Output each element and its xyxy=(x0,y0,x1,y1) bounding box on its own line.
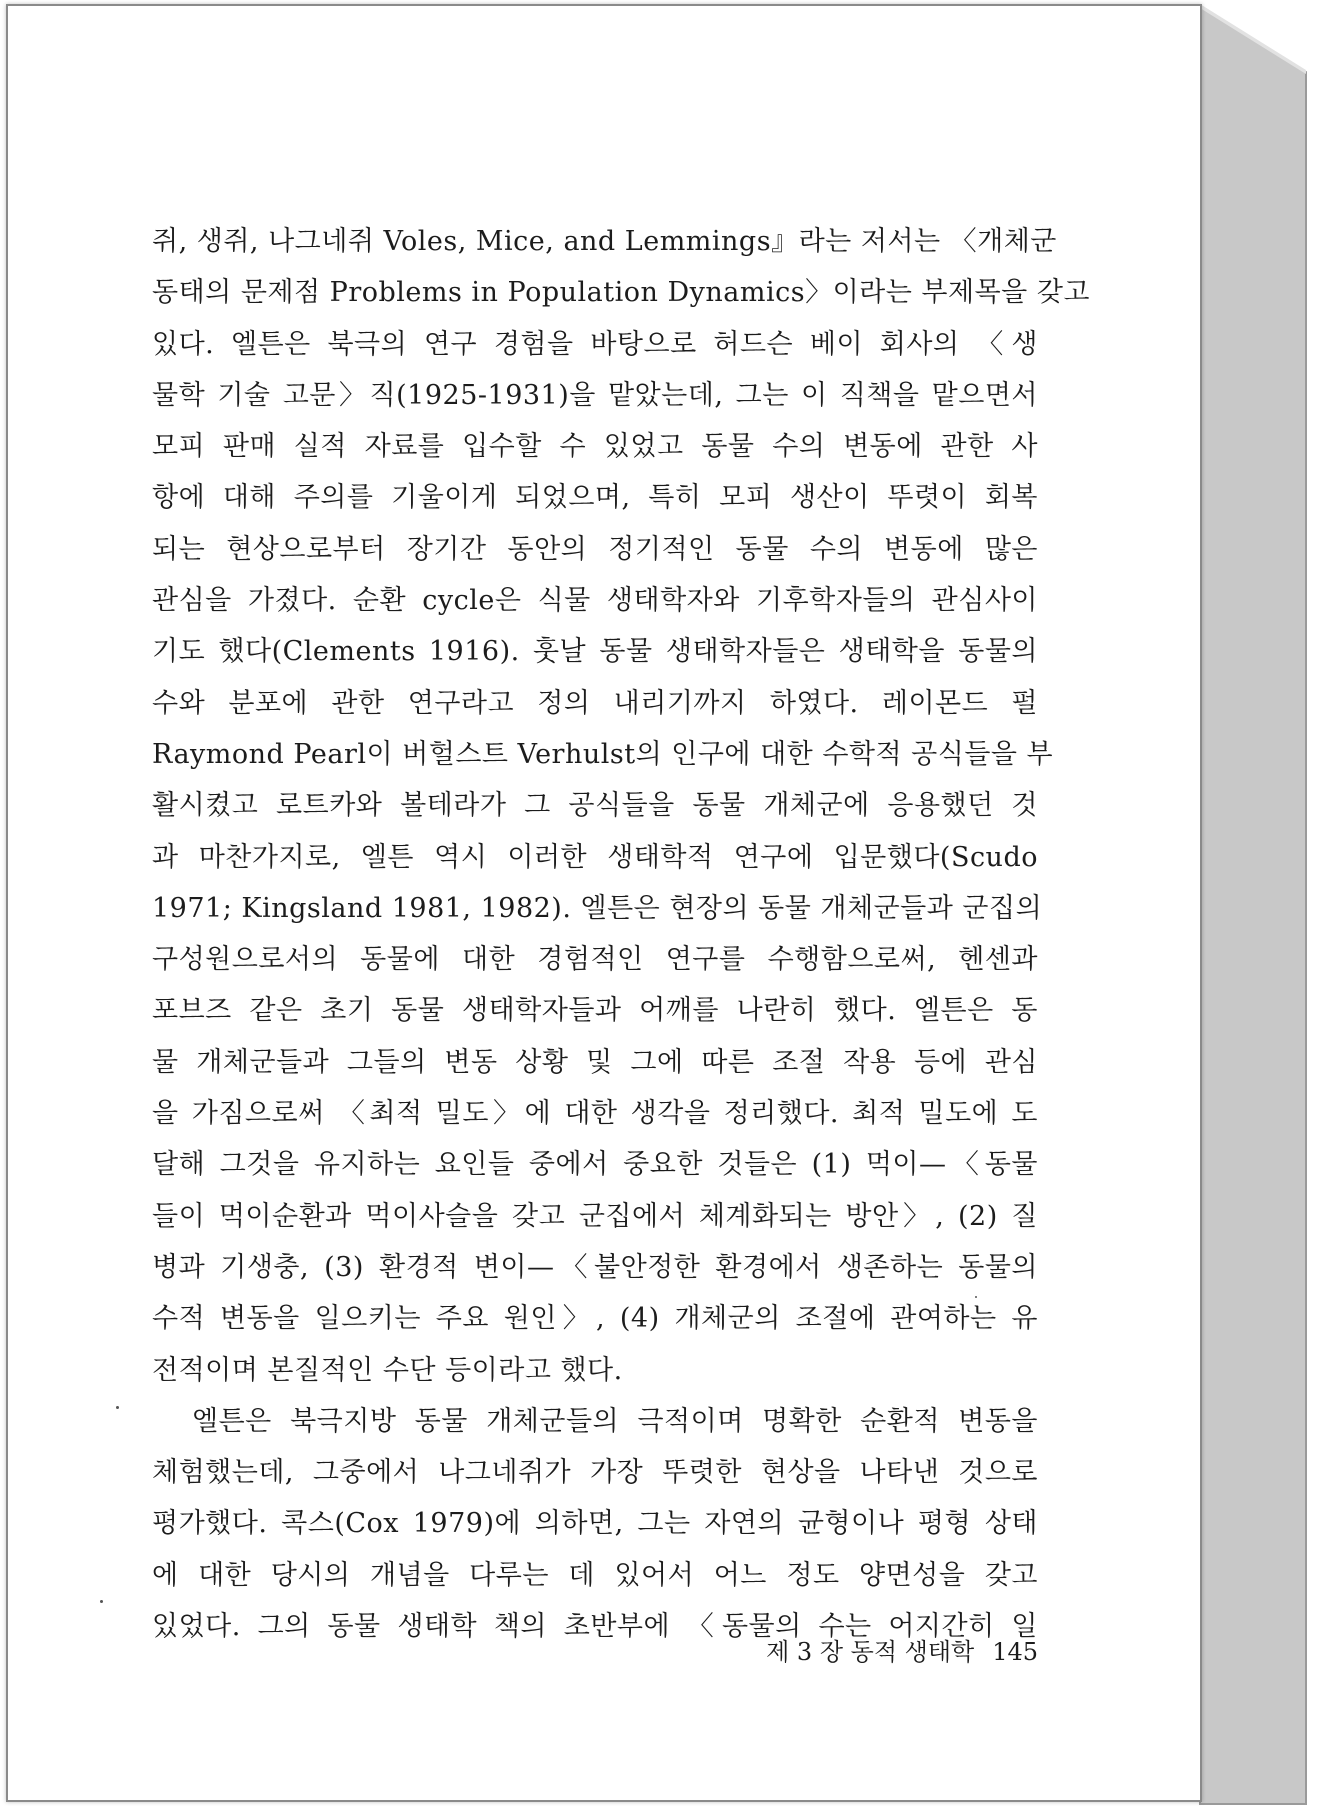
text-line: 병과 기생충, (3) 환경적 변이—〈불안정한 환경에서 생존하는 동물의 xyxy=(152,1251,1038,1283)
text-line: 쥐, 생쥐, 나그네쥐 Voles, Mice, and Lemmings』라는 저서는 〈개체군 xyxy=(152,226,1057,257)
page-footer xyxy=(700,1632,1038,1667)
text-line: 수와 분포에 관한 연구라고 정의 내리기까지 하였다. 레이몬드 펄 xyxy=(152,687,1038,719)
text-line: 물학 기술 고문〉직(1925-1931)을 맡았는데, 그는 이 직책을 맡으면서 xyxy=(152,379,1038,411)
page-number: 145 xyxy=(992,1638,1038,1666)
text-line: 과 마찬가지로, 엘튼 역시 이러한 생태학적 연구에 입문했다(Scudo xyxy=(152,841,1038,873)
text-line: 물 개체군들과 그들의 변동 상황 및 그에 따른 조절 작용 등에 관심 xyxy=(152,1046,1038,1078)
text-line: 기도 했다(Clements 1916). 훗날 동물 생태학자들은 생태학을 동물의 xyxy=(152,636,1038,668)
running-head: 제 3 장 동적 생태학 xyxy=(766,1638,975,1666)
scan-speck xyxy=(116,1406,119,1409)
text-line: 되는 현상으로부터 장기간 동안의 정기적인 동물 수의 변동에 많은 xyxy=(152,533,1038,565)
body-text xyxy=(152,216,1090,1652)
text-line: 을 가짐으로써 〈최적 밀도〉에 대한 생각을 정리했다. 최적 밀도에 도 xyxy=(152,1098,1038,1130)
scan-speck xyxy=(100,1600,103,1603)
text-line: 에 대한 당시의 개념을 다루는 데 있어서 어느 정도 양면성을 갖고 xyxy=(152,1559,1038,1591)
text-line: 있다. 엘튼은 북극의 연구 경험을 바탕으로 허드슨 베이 회사의 〈생 xyxy=(152,328,1038,360)
scan-speck xyxy=(975,1296,977,1298)
text-line: 활시켰고 로트카와 볼테라가 그 공식들을 동물 개체군에 응용했던 것 xyxy=(152,790,1038,822)
text-line: 포브즈 같은 초기 동물 생태학자들과 어깨를 나란히 했다. 엘튼은 동 xyxy=(152,995,1038,1027)
text-line: 엘튼은 북극지방 동물 개체군들의 극적이며 명확한 순환적 변동을 xyxy=(192,1405,1038,1437)
text-line: 동태의 문제점 Problems in Population Dynamics〉이라는 부제목을 갖고 xyxy=(152,277,1090,309)
text-line: 관심을 가졌다. 순환 cycle은 식물 생태학자와 기후학자들의 관심사이 xyxy=(152,585,1038,617)
text-line: 평가했다. 콕스(Cox 1979)에 의하면, 그는 자연의 균형이나 평형 상태 xyxy=(152,1508,1038,1540)
text-line: Raymond Pearl이 버헐스트 Verhulst의 인구에 대한 수학적 공식들을 부 xyxy=(152,738,1054,770)
text-line: 수적 변동을 일으키는 주요 원인〉, (4) 개체군의 조절에 관여하는 유 xyxy=(152,1303,1038,1335)
text-line: 모피 판매 실적 자료를 입수할 수 있었고 동물 수의 변동에 관한 사 xyxy=(152,431,1038,463)
text-line: 전적이며 본질적인 수단 등이라고 했다. xyxy=(152,1354,623,1386)
text-line: 들이 먹이순환과 먹이사슬을 갖고 군집에서 체계화되는 방안〉, (2) 질 xyxy=(152,1200,1038,1232)
text-line: 달해 그것을 유지하는 요인들 중에서 중요한 것들은 (1) 먹이—〈동물 xyxy=(152,1149,1038,1181)
text-line: 1971; Kingsland 1981, 1982). 엘튼은 현장의 동물 개체군들과 군집의 xyxy=(152,892,1043,924)
text-line: 항에 대해 주의를 기울이게 되었으며, 특히 모피 생산이 뚜렷이 회복 xyxy=(152,482,1038,514)
text-line: 있었다. 그의 동물 생태학 책의 초반부에 〈동물의 수는 어지간히 일 xyxy=(152,1611,1038,1643)
text-line: 구성원으로서의 동물에 대한 경험적인 연구를 수행함으로써, 헨센과 xyxy=(152,944,1038,976)
text-line: 체험했는데, 그중에서 나그네쥐가 가장 뚜렷한 현상을 나타낸 것으로 xyxy=(152,1457,1038,1489)
